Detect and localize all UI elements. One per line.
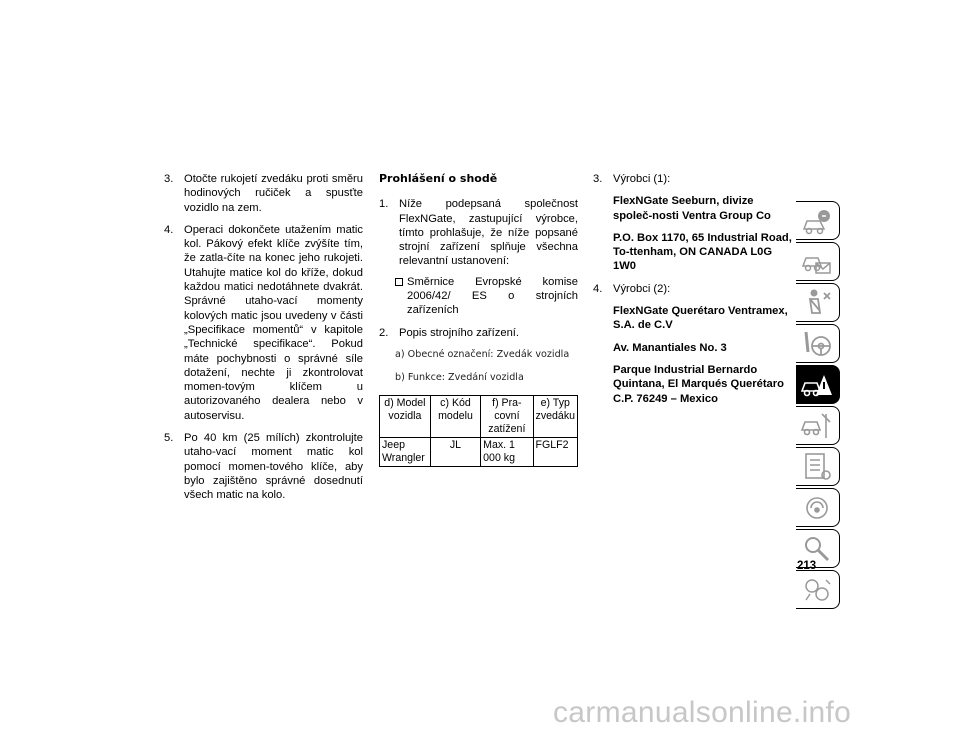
right-column bbox=[593, 172, 793, 406]
section-heading: Prohlášení o shodě bbox=[379, 172, 498, 185]
tab-emergency[interactable] bbox=[796, 365, 840, 404]
car-mail-icon bbox=[800, 246, 834, 278]
table-header-cell: e) Typ zvedáku bbox=[533, 395, 577, 437]
item-text: Operaci dokončete utažením matic kol. Pákový efekt klíče zvýšíte tím, že zatla-číte na konec jeho rukojeti. Utahujte matice kol do kříže, dokud každou matici nedotáhnete dvakrát. Správné utaho-vací momenty kolových matic jsou uvedeny v části „Specifikace momentů“ v kapitole „Technické specifikace“. Pokud máte pochybnosti o správné síle dotažení, nechte ji zkontrolovat momen-tovým klíčem u autorizovaného dealera nebo v autoservisu. bbox=[184, 223, 363, 422]
list-item bbox=[379, 326, 578, 340]
list-item bbox=[593, 172, 793, 186]
list-item bbox=[164, 431, 363, 502]
tab-language[interactable] bbox=[796, 570, 840, 609]
manufacturer-1-name: FlexNGate Seeburn, divize společ-nosti Ventra Group Co bbox=[613, 195, 771, 222]
list-item bbox=[379, 197, 578, 268]
table-row bbox=[380, 437, 578, 466]
spec-table bbox=[379, 395, 578, 467]
tab-specifications[interactable] bbox=[796, 447, 840, 486]
item-number: 2. bbox=[379, 326, 389, 339]
item-text: Níže podepsaná společnost FlexNGate, zastupující výrobce, tímto prohlašuje, že níže popsané strojní zařízení splňuje všechna relevantní ustanovení: bbox=[399, 198, 578, 268]
tab-car-maintenance[interactable] bbox=[796, 406, 840, 445]
sub-item-text: Směrnice Evropské komise 2006/42/ ES o strojních zařízeních bbox=[407, 275, 578, 317]
manufacturer-2-street: Av. Manantiales No. 3 bbox=[613, 341, 727, 354]
item-number: 1. bbox=[379, 198, 389, 211]
multimedia-icon bbox=[800, 492, 834, 524]
left-column bbox=[164, 172, 363, 511]
item-text: Po 40 km (25 mílích) zkontrolujte utaho-vací moment matic kol pomocí momen-tového klíče, aby bylo zajištěno správné dosednutí všech matic na kolo. bbox=[184, 432, 363, 502]
list-item bbox=[164, 223, 363, 423]
page-number: 213 bbox=[797, 560, 817, 572]
caption-function: b) Funkce: Zvedání vozidla bbox=[395, 372, 524, 384]
manufacturer-2-address: Parque Industrial Bernardo Quintana, El Marqués Querétaro C.P. 76249 – Mexico bbox=[613, 363, 784, 405]
item-text: Popis strojního zařízení. bbox=[399, 326, 520, 339]
list-item bbox=[164, 172, 363, 215]
item-number: 4. bbox=[164, 223, 174, 236]
item-text: Výrobci (1): bbox=[613, 173, 671, 185]
table-header-cell: c) Kód modelu bbox=[430, 395, 480, 437]
watermark: carmanualsonline.info bbox=[553, 696, 852, 729]
tab-car-mail[interactable] bbox=[796, 242, 840, 281]
specifications-list-icon bbox=[800, 451, 834, 483]
manufacturer-2-name: FlexNGate Querétaro Ventramex, S.A. de C.V bbox=[613, 305, 788, 332]
caption-general-designation: a) Obecné označení: Zvedák vozidla bbox=[395, 348, 570, 360]
chapter-tabs bbox=[796, 201, 841, 611]
checkbox-bullet-icon bbox=[395, 278, 403, 286]
seatbelt-icon bbox=[800, 287, 834, 319]
middle-column bbox=[379, 172, 578, 467]
list-item bbox=[593, 282, 793, 296]
item-number: 4. bbox=[593, 282, 603, 295]
item-text: Otočte rukojetí zvedáku proti směru hodinových ručiček a spusťte vozidlo na zem. bbox=[184, 173, 363, 214]
table-cell: FGLF2 bbox=[533, 437, 577, 466]
tab-steering-wheel[interactable] bbox=[796, 324, 840, 363]
language-icon bbox=[800, 574, 834, 606]
item-number: 5. bbox=[164, 432, 174, 445]
tab-car-dashboard[interactable] bbox=[796, 201, 840, 240]
table-header-cell: f) Pra-covní zatížení bbox=[481, 395, 533, 437]
emergency-car-icon bbox=[800, 369, 834, 401]
car-dashboard-icon bbox=[800, 205, 834, 237]
table-header-cell: d) Model vozidla bbox=[380, 395, 431, 437]
item-number: 3. bbox=[593, 173, 603, 185]
sub-list-item bbox=[379, 275, 578, 318]
tab-multimedia[interactable] bbox=[796, 488, 840, 527]
manufacturer-1-address: P.O. Box 1170, 65 Industrial Road, To-ttenham, ON CANADA L0G 1W0 bbox=[613, 231, 792, 273]
item-text: Výrobci (2): bbox=[613, 282, 671, 295]
steering-wheel-icon bbox=[800, 328, 834, 360]
table-cell: Max. 1 000 kg bbox=[481, 437, 533, 466]
table-cell: Jeep Wrangler bbox=[380, 437, 431, 466]
tab-seatbelt[interactable] bbox=[796, 283, 840, 322]
item-number: 3. bbox=[164, 173, 174, 185]
table-cell: JL bbox=[430, 437, 480, 466]
car-wrench-icon bbox=[800, 410, 834, 442]
table-header-row bbox=[380, 395, 578, 437]
